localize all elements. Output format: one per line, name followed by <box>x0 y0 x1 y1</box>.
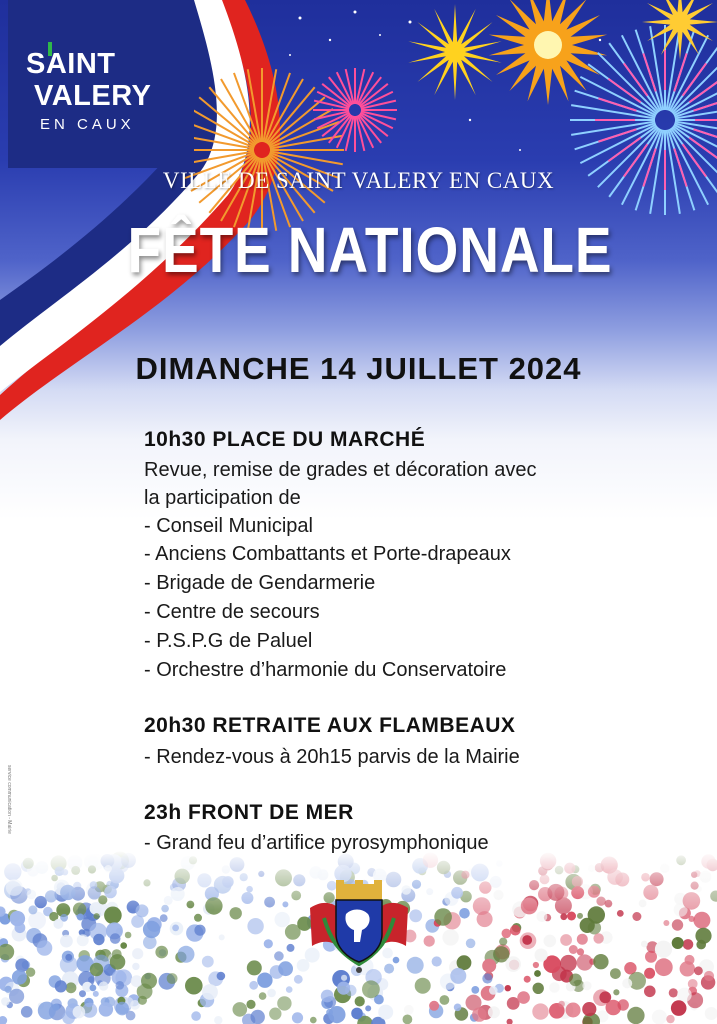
morning-intro-line-2: la participation de <box>144 487 301 509</box>
town-coat-of-arms-icon <box>304 878 414 974</box>
participant-item: - P.S.P.G de Paluel <box>144 630 313 652</box>
poster-title: FÊTE NATIONALE <box>127 214 613 286</box>
logo-line-1: SAINT <box>26 48 116 80</box>
logo-line-2: VALERY <box>34 80 152 112</box>
logo-line-3: EN CAUX <box>40 116 135 133</box>
participant-item: - Anciens Combattants et Porte-drapeaux <box>144 543 511 565</box>
evening-item: - Rendez-vous à 20h15 parvis de la Mairie <box>144 746 520 768</box>
credit-note: service communication - Mairie <box>6 765 12 834</box>
participant-item: - Brigade de Gendarmerie <box>144 572 376 594</box>
morning-intro-line-1: Revue, remise de grades et décoration avec <box>144 459 537 481</box>
participant-item: - Conseil Municipal <box>144 515 313 537</box>
town-subtitle: VILLE DE SAINT VALERY EN CAUX <box>162 168 555 193</box>
evening-heading: 20h30 RETRAITE AUX FLAMBEAUX <box>144 714 516 737</box>
night-item: - Grand feu d’artifice pyrosymphonique <box>144 832 489 854</box>
event-date: DIMANCHE 14 JUILLET 2024 <box>135 351 582 386</box>
participant-item: - Centre de secours <box>144 601 320 623</box>
night-heading: 23h FRONT DE MER <box>144 801 354 824</box>
morning-heading: 10h30 PLACE DU MARCHÉ <box>144 428 426 451</box>
saint-valery-logo <box>8 0 194 168</box>
participant-item: - Orchestre d’harmonie du Conservatoire <box>144 659 507 681</box>
